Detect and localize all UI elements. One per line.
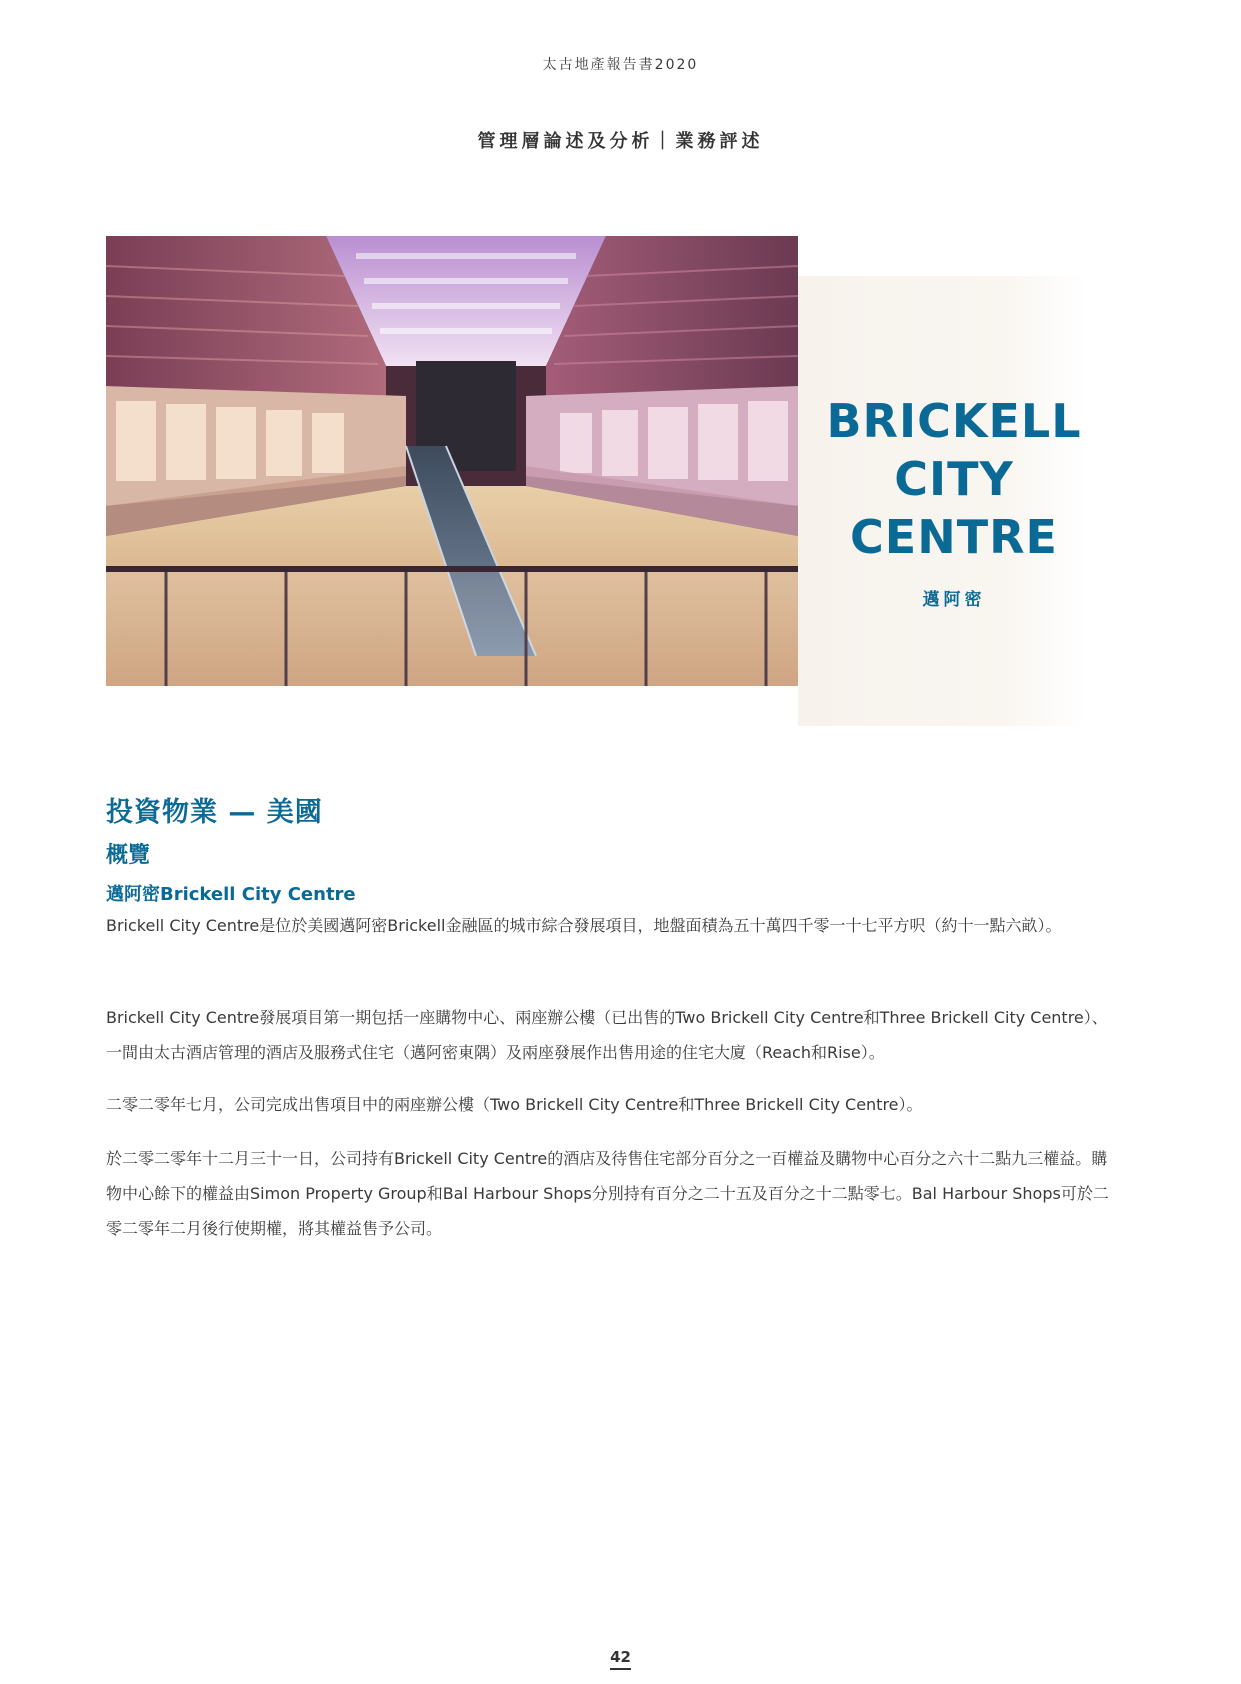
paragraph: 於二零二零年十二月三十一日，公司持有Brickell City Centre的酒店及待售住宅部分百分之一百權益及購物中心百分之六十二點九三權益。購物中心餘下的權益由Simon Property Group和Bal Harbour Shops分別持有百分之二十五及百分之十二點零七。Bal Harbour Shops可於二零二零年二月後行使期權，將其權益售予公司。 [106,1149,1109,1238]
project-name [798,392,1110,566]
segment-heading: 投資物業 — 美國 [106,797,323,828]
report-title: 太古地產報告書2020 [542,57,699,73]
project-name-line: CITY [894,452,1014,506]
paragraph: Brickell City Centre是位於美國邁阿密Brickell金融區的城市綜合發展項目，地盤面積為五十萬四千零一十七平方呎（約十一點六畝）。 [106,916,1062,935]
page-number-text: 42 [610,1648,631,1670]
sub-heading: 邁阿密Brickell City Centre [106,884,356,905]
page-number [0,1648,1241,1666]
mall-interior-photo [106,236,798,686]
project-name-line: CENTRE [850,510,1058,564]
paragraph: 二零二零年七月，公司完成出售項目中的兩座辦公樓（Two Brickell City Centre和Three Brickell City Centre）。 [106,1095,923,1114]
overview-heading: 概覽 [106,843,151,868]
project-city: 邁阿密 [922,590,986,610]
project-name-line: BRICKELL [826,394,1082,448]
paragraph: Brickell City Centre發展項目第一期包括一座購物中心、兩座辦公樓（已出售的Two Brickell City Centre和Three Brickell City Centre）、一間由太古酒店管理的酒店及服務式住宅（邁阿密東隅）及兩座發展作出售用途的住宅大廈（Reach和Rise）。 [106,1008,1108,1062]
section-header: 管理層論述及分析｜業務評述 [477,131,764,152]
